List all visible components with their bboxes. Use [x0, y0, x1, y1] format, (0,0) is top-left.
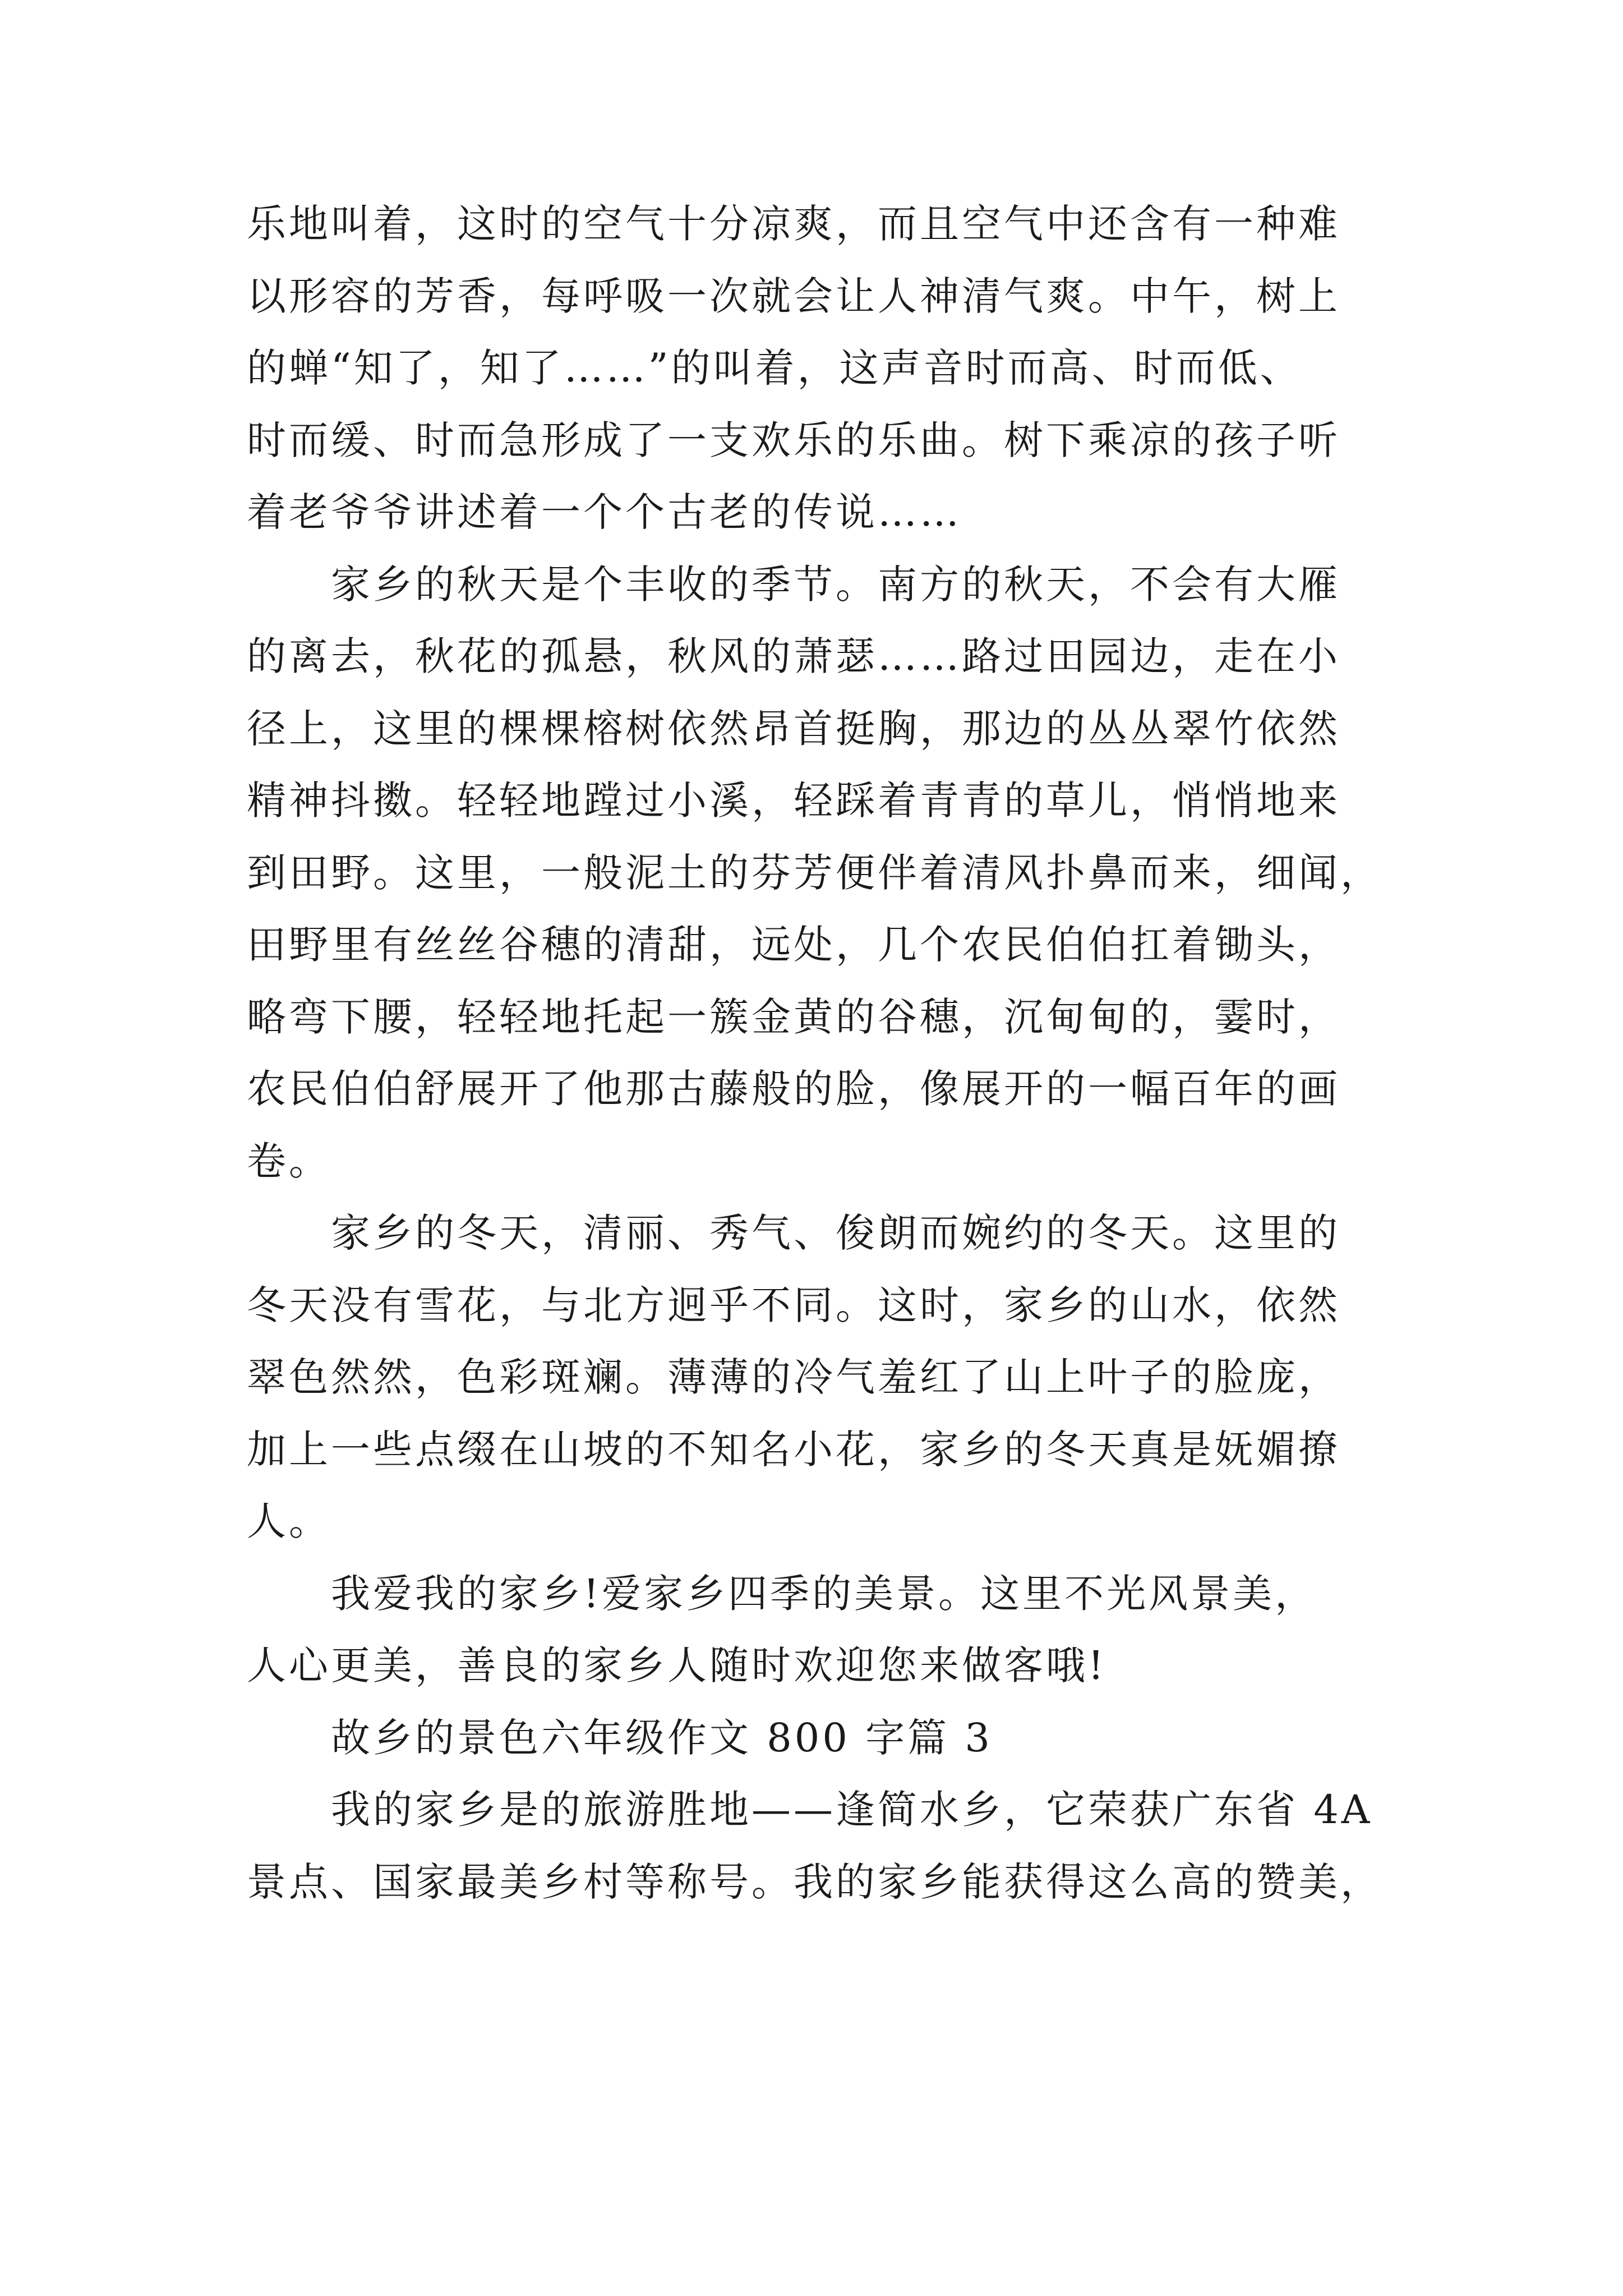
text-line: 略弯下腰，轻轻地托起一簇金黄的谷穗，沉甸甸的，霎时，: [247, 993, 1340, 1040]
text-line: 田野里有丝丝谷穗的清甜，远处，几个农民伯伯扛着锄头，: [247, 922, 1340, 968]
text-line: 的离去，秋花的孤悬，秋风的萧瑟……路过田园边，走在小: [247, 633, 1340, 679]
text-line: 以形容的芳香，每呼吸一次就会让人神清气爽。中午，树上: [247, 273, 1340, 319]
text-line: 人。: [247, 1498, 331, 1544]
paragraph-summer-end: [247, 188, 1413, 549]
text-line: 精神抖擞。轻轻地蹚过小溪，轻踩着青青的草儿，悄悄地来: [247, 777, 1340, 823]
section-heading: [247, 1702, 1413, 1774]
text-line: 人心更美，善良的家乡人随时欢迎您来做客哦!: [247, 1642, 1107, 1688]
text-line: 家乡的冬天，清丽、秀气、俊朗而婉约的冬天。这里的: [331, 1210, 1340, 1256]
text-line: 着老爷爷讲述着一个个古老的传说……: [247, 489, 962, 535]
text-line: 到田野。这里，一般泥土的芬芳便伴着清风扑鼻而来，细闻，: [247, 849, 1382, 896]
text-line: 径上，这里的棵棵榕树依然昂首挺胸，那边的丛丛翠竹依然: [247, 705, 1340, 752]
text-line: 时而缓、时而急形成了一支欢乐的乐曲。树下乘凉的孩子听: [247, 417, 1340, 463]
text-line: 卷。: [247, 1138, 331, 1184]
text-line: 乐地叫着，这时的空气十分凉爽，而且空气中还含有一种难: [247, 201, 1340, 247]
text-line: 的蝉“知了，知了……”的叫着，这声音时而高、时而低、: [247, 345, 1302, 391]
document-body: [247, 188, 1413, 1918]
text-line: 我爱我的家乡!爱家乡四季的美景。这里不光风景美，: [331, 1570, 1317, 1617]
text-line: 景点、国家最美乡村等称号。我的家乡能获得这么高的赞美，: [247, 1858, 1382, 1905]
paragraph-autumn: [247, 549, 1413, 1198]
text-line: 翠色然然，色彩斑斓。薄薄的冷气羞红了山上叶子的脸庞，: [247, 1354, 1340, 1400]
paragraph-winter: [247, 1197, 1413, 1558]
text-line: 冬天没有雪花，与北方迥乎不同。这时，家乡的山水，依然: [247, 1282, 1340, 1328]
text-line: 农民伯伯舒展开了他那古藤般的脸，像展开的一幅百年的画: [247, 1066, 1340, 1112]
paragraph-love-hometown: [247, 1558, 1413, 1702]
heading-text: 故乡的景色六年级作文 800 字篇 3: [331, 1714, 993, 1761]
text-line: 我的家乡是的旅游胜地——逢简水乡，它荣获广东省 4A: [331, 1787, 1373, 1833]
text-line: 加上一些点缀在山坡的不知名小花，家乡的冬天真是妩媚撩: [247, 1426, 1340, 1473]
paragraph-fengjian: [247, 1774, 1413, 1918]
text-line: 家乡的秋天是个丰收的季节。南方的秋天，不会有大雁: [331, 561, 1340, 608]
